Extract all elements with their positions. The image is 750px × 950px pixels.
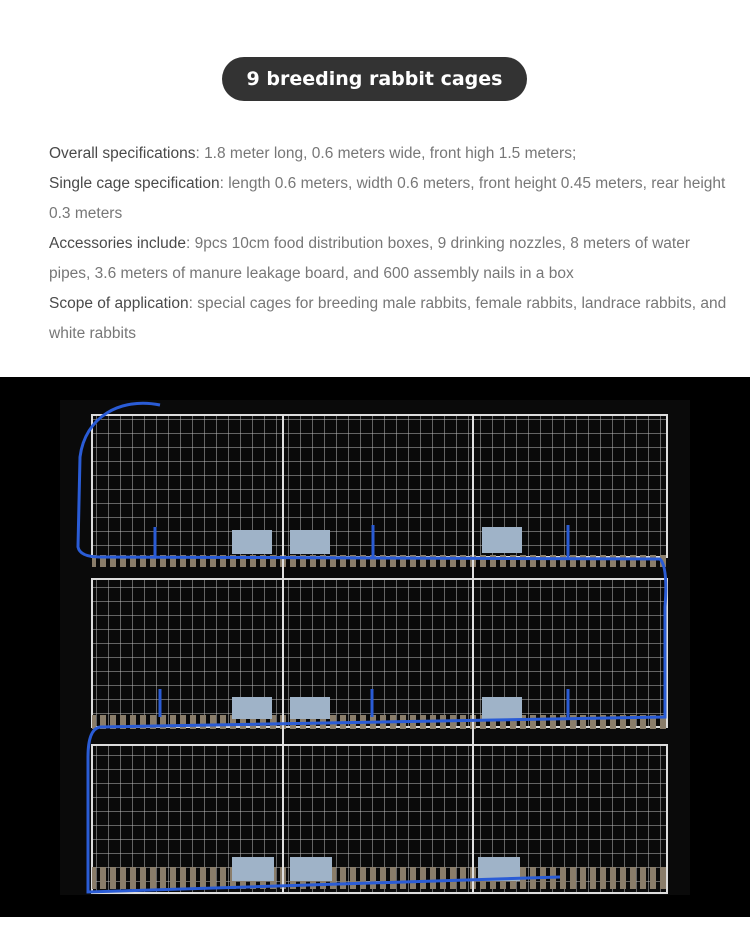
spec-value: : 9pcs 10cm food distribution boxes, 9 drinking nozzles, 8 meters of water pipes, 3.6 meters of manure leakage board, and 600 assembly nails in a box xyxy=(49,235,690,282)
spec-label: Scope of application xyxy=(49,295,189,312)
spec-single-cage xyxy=(49,169,729,229)
specifications-list xyxy=(49,139,729,349)
spec-scope xyxy=(49,289,729,349)
spec-value: : 1.8 meter long, 0.6 meters wide, front high 1.5 meters; xyxy=(195,145,577,162)
page-title xyxy=(222,57,527,101)
spec-overall xyxy=(49,139,729,169)
spec-label: Single cage specification xyxy=(49,175,220,192)
product-photo xyxy=(0,377,750,917)
rabbit-cage-image xyxy=(0,377,750,917)
spec-value: : special cages for breeding male rabbits, female rabbits, landrace rabbits, and white rabbits xyxy=(49,295,727,342)
title-text: 9 breeding rabbit cages xyxy=(246,68,503,90)
spec-label: Accessories include xyxy=(49,235,186,252)
spec-value: : length 0.6 meters, width 0.6 meters, front height 0.45 meters, rear height 0.3 meters xyxy=(49,175,726,222)
spec-label: Overall specifications xyxy=(49,145,196,162)
spec-accessories xyxy=(49,229,729,289)
